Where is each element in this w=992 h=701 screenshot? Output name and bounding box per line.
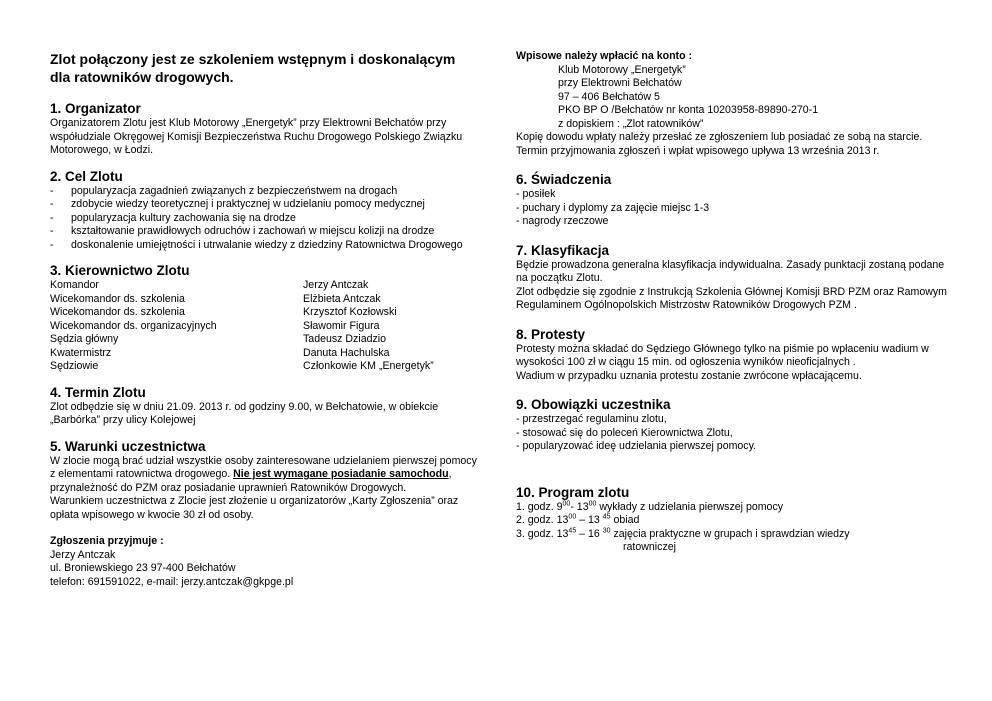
section-termin-text: Zlot odbędzie się w dniu 21.09. 2013 r. od godziny 9.00, w Bełchatowie, w obiekcie „Barbórka” przy ulicy Kolejowej bbox=[50, 400, 439, 426]
left-column bbox=[50, 50, 480, 589]
table-row bbox=[50, 360, 480, 374]
list-item: - popularyzować ideę udzielania pierwszej pomocy. bbox=[516, 440, 757, 452]
account-line: PKO BP O /Bełchatów nr konta 10203958-89890-270-1 bbox=[558, 104, 819, 116]
program-time: 1. godz. 9 bbox=[516, 500, 563, 513]
program-item-continuation: ratowniczej bbox=[623, 541, 676, 553]
zgloszenia-line: telefon: 691591022, e-mail: jerzy.antczak@gkpge.pl bbox=[50, 575, 294, 588]
klasyfikacja-text1: Będzie prowadzona generalna klasyfikacja indywidualna. Zasady punktacji zostaną podane na początku Zlotu. bbox=[516, 258, 945, 284]
program-item bbox=[516, 514, 956, 528]
list-item: - przestrzegać regulaminu zlotu, bbox=[516, 413, 667, 425]
list-item: - kształtowanie prawidłowych odruchów i zachowań w miejscu kolizji na drodze bbox=[50, 225, 480, 239]
program-minutes: 00 bbox=[588, 499, 597, 507]
table-row bbox=[50, 347, 480, 361]
staff-role: Komandor bbox=[50, 279, 99, 291]
zgloszenia-heading: Zgłoszenia przyjmuje : bbox=[50, 535, 164, 547]
klasyfikacja-text2: Zlot odbędzie się zgodnie z Instrukcją Szkolenia Głównej Komisji BRD PZM oraz Ramowym Regulaminem Ogólnopolskich Mistrzostw Ratowników Drogowych PZM . bbox=[516, 285, 947, 311]
section-swiadczenia-heading: 6. Świadczenia bbox=[516, 172, 612, 187]
wpisowe-heading: Wpisowe należy wpłacić na konto : bbox=[516, 50, 693, 62]
protesty-text2: Wadium w przypadku uznania protestu zostanie zwrócone wpłacającemu. bbox=[516, 369, 862, 382]
section-program-heading: 10. Program zlotu bbox=[516, 484, 630, 500]
protesty-text1: Protesty można składać do Sędziego Głównego tylko na piśmie po wpłaceniu wadium w wysokości 100 zł w ciągu 15 min. od ogłoszenia wyników nieoficjalnych . bbox=[516, 342, 929, 368]
staff-role: Sędziowie bbox=[50, 360, 99, 372]
account-line: z dopiskiem : „Zlot ratowników” bbox=[558, 117, 704, 130]
account-line: Klub Motorowy „Energetyk” bbox=[558, 63, 686, 76]
staff-role: Wicekomandor ds. szkolenia bbox=[50, 306, 185, 318]
program-minutes: 45 bbox=[568, 526, 577, 534]
staff-name: Danuta Hachulska bbox=[303, 346, 390, 359]
table-row bbox=[50, 293, 480, 307]
section-termin-heading: 4. Termin Zlotu bbox=[50, 384, 146, 400]
zgloszenia-line: Jerzy Antczak bbox=[50, 548, 116, 561]
staff-name: Tadeusz Dziadzio bbox=[303, 333, 387, 345]
staff-name: Sławomir Figura bbox=[303, 319, 380, 332]
program-item bbox=[516, 528, 956, 542]
wpisowe-text1: Kopię dowodu wpłaty należy przesłać ze zgłoszeniem lub posiadać ze sobą na starcie. bbox=[516, 131, 923, 143]
staff-role: Wicekomandor ds. organizacyjnych bbox=[50, 319, 217, 332]
list-item: - popularyzacja zagadnień związanych z bezpieczeństwem na drogach bbox=[50, 185, 480, 199]
section-klasyfikacja-heading: 7. Klasyfikacja bbox=[516, 242, 610, 258]
list-item: - posiłek bbox=[516, 188, 556, 200]
program-time: 2. godz. 13 bbox=[516, 514, 569, 526]
section-warunki-text bbox=[50, 455, 480, 496]
list-item: - puchary i dyplomy za zajęcie miejsc 1-3 bbox=[516, 201, 710, 214]
program-minutes: 00 bbox=[562, 499, 571, 507]
list-item: - stosować się do poleceń Kierownictwa Zlotu, bbox=[516, 426, 733, 439]
list-item: - doskonalenie umiejętności i utrwalanie wiedzy z dziedziny Ratownictwa Drogowego bbox=[50, 239, 480, 253]
list-item: - popularyzacja kultury zachowania się na drodze bbox=[50, 212, 480, 226]
section-cel-list bbox=[50, 185, 480, 253]
section-cel-heading: 2. Cel Zlotu bbox=[50, 168, 123, 184]
staff-table bbox=[50, 279, 480, 374]
staff-role: Wicekomandor ds. szkolenia bbox=[50, 292, 185, 305]
section-organizator-heading: 1. Organizator bbox=[50, 101, 141, 116]
program-minutes: 45 bbox=[602, 513, 611, 521]
section-obowiazki-heading: 9. Obowiązki uczestnika bbox=[516, 397, 671, 412]
program-time: – 13 bbox=[576, 514, 603, 526]
staff-role: Kwatermistrz bbox=[50, 346, 112, 359]
list-item: - nagrody rzeczowe bbox=[516, 215, 609, 227]
program-desc: obiad bbox=[610, 514, 640, 526]
program-item bbox=[516, 501, 956, 515]
staff-name: Członkowie KM „Energetyk” bbox=[303, 360, 434, 372]
program-desc: zajęcia praktyczne w grupach i sprawdzian wiedzy bbox=[610, 527, 850, 540]
program-desc: wykłady z udzielania pierwszej pomocy bbox=[596, 500, 784, 513]
program-time: - 13 bbox=[570, 500, 589, 513]
staff-name: Elżbieta Antczak bbox=[303, 292, 381, 305]
program-time: 3. godz. 13 bbox=[516, 527, 569, 540]
warunki-text-a: W zlocie mogą brać udział wszystkie osoby zainteresowane udzielaniem pierwszej pomocy z elementami ratownictwa drogowego. bbox=[50, 454, 477, 480]
table-row bbox=[50, 279, 480, 293]
table-row bbox=[50, 333, 480, 347]
section-kierownictwo-heading: 3. Kierownictwo Zlotu bbox=[50, 263, 190, 278]
staff-name: Jerzy Antczak bbox=[303, 279, 369, 291]
wpisowe-text2: Termin przyjmowania zgłoszeń i wpłat wpisowego upływa 13 września 2013 r. bbox=[516, 144, 880, 157]
list-item: - zdobycie wiedzy teoretycznej i praktycznej w udzielaniu pomocy medycznej bbox=[50, 198, 480, 212]
staff-role: Sędzia główny bbox=[50, 333, 119, 345]
program-minutes: 00 bbox=[568, 513, 577, 521]
doc-title-line2: dla ratowników drogowych. bbox=[50, 69, 234, 85]
staff-name: Krzysztof Kozłowski bbox=[303, 306, 397, 318]
account-line: przy Elektrowni Bełchatów bbox=[558, 77, 682, 89]
account-line: 97 – 406 Bełchatów 5 bbox=[558, 90, 660, 103]
section-protesty-heading: 8. Protesty bbox=[516, 326, 586, 342]
section-warunki-text2: Warunkiem uczestnictwa z Zlocie jest złożenie u organizatorów „Karty Zgłoszenia” oraz opłata wpisowego w kwocie 30 zł od osoby. bbox=[50, 495, 459, 521]
right-column bbox=[516, 50, 956, 555]
table-row bbox=[50, 320, 480, 334]
doc-title-line1: Zlot połączony jest ze szkoleniem wstępnym i doskonalącym bbox=[50, 51, 456, 67]
table-row bbox=[50, 306, 480, 320]
section-organizator-text: Organizatorem Zlotu jest Klub Motorowy „Energetyk” przy Elektrowni Bełchatów przy współudziale Okręgowej Komisji Bezpieczeństwa Ruchu Drogowego Polskiego Związku Motorowego, w Łodzi. bbox=[50, 117, 463, 156]
warunki-text-b: , przynależność do PZM oraz posiadanie uprawnień Ratowników Drogowych. bbox=[50, 468, 452, 494]
program-minutes: 30 bbox=[602, 526, 611, 534]
program-time: – 16 bbox=[576, 527, 603, 540]
section-warunki-heading: 5. Warunki uczestnictwa bbox=[50, 438, 206, 454]
zgloszenia-line: ul. Broniewskiego 23 97-400 Bełchatów bbox=[50, 562, 236, 574]
warunki-text-bold: Nie jest wymagane posiadanie samochodu bbox=[233, 468, 449, 480]
